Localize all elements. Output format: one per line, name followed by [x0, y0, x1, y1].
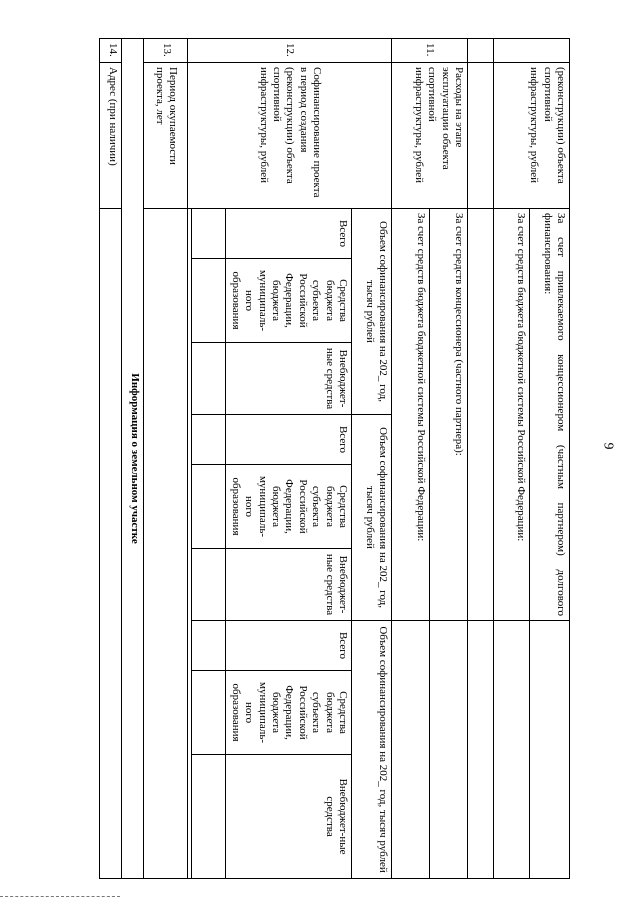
- row-14: [100, 39, 122, 879]
- form-table: [99, 38, 570, 879]
- scan-edge-line: [0, 896, 120, 897]
- row-10-value-b: [494, 621, 530, 879]
- cofinancing-header-2: Объем софинансирования на 202_ год, тысяч рублей: [352, 415, 392, 621]
- row-11: [430, 39, 468, 879]
- cofinancing-header-1: Объем софинансирования на 202_ год, тысяч рублей: [352, 209, 392, 415]
- col-budget-3: Средства бюджета субъекта Российской Федерации, бюджета муниципаль-ного образования: [226, 671, 352, 755]
- col-extra-2: Внебюджет-ные средства: [226, 549, 352, 621]
- row-13: [144, 39, 188, 879]
- row-14-label: Адрес (при наличии): [100, 63, 122, 209]
- col-total-1: Всего: [226, 209, 352, 259]
- row-10-line-b: За счет средств бюджета бюджетной системы Российской Федерации:: [494, 209, 530, 621]
- col-total-3: Всего: [226, 621, 352, 671]
- cofinancing-header-3: Объем софинансирования на 202_ год, тысяч рублей: [352, 621, 392, 879]
- col-budget-1: Средства бюджета субъекта Российской Федерации, бюджета муниципаль-ного образования: [226, 259, 352, 343]
- row-12-label: Софинансирование проекта в период создания (реконструкции) объекта спортивной инфраструктуры, рублей: [188, 63, 392, 209]
- col-extra-3: Внебюджет-ные средства: [226, 755, 352, 879]
- row-10-number: [494, 39, 570, 63]
- row-10-label: (реконструкции) объекта спортивной инфраструктуры, рублей: [494, 63, 570, 209]
- row-11-value-b: [392, 621, 430, 879]
- row-11-number: 11.: [392, 39, 468, 63]
- row-10: [530, 39, 570, 879]
- row-11-label: Расходы на этапе эксплуатации объекта спортивной инфраструктуры, рублей: [392, 63, 468, 209]
- row-12-number: 12.: [188, 39, 392, 63]
- row-10-line-a: За счет привлекаемого концессионером (частным партнером) долгового финансирования:: [530, 209, 570, 621]
- col-extra-1: Внебюджет-ные средства: [226, 343, 352, 415]
- row-11-value-a: [430, 621, 468, 879]
- col-total-2: Всего: [226, 415, 352, 465]
- row-11-line-b: За счет средств бюджета бюджетной системы Российской Федерации:: [392, 209, 430, 621]
- row-13-number: 13.: [144, 39, 188, 63]
- page-number: 9: [600, 442, 616, 450]
- row-14-value: [100, 209, 122, 879]
- document-table-page: [60, 38, 570, 878]
- row-14-number: 14.: [100, 39, 122, 63]
- row-10-value-a: [530, 621, 570, 879]
- row-11-line-a: За счет средств концессионера (частного партнера):: [430, 209, 468, 621]
- col-budget-2: Средства бюджета субъекта Российской Федерации, бюджета муниципаль-ного образования: [226, 465, 352, 549]
- section-title: Информация о земельном участке: [122, 39, 144, 879]
- row-12: [352, 39, 392, 879]
- row-13-value: [144, 209, 188, 879]
- row-13-label: Период окупаемости проекта, лет: [144, 63, 188, 209]
